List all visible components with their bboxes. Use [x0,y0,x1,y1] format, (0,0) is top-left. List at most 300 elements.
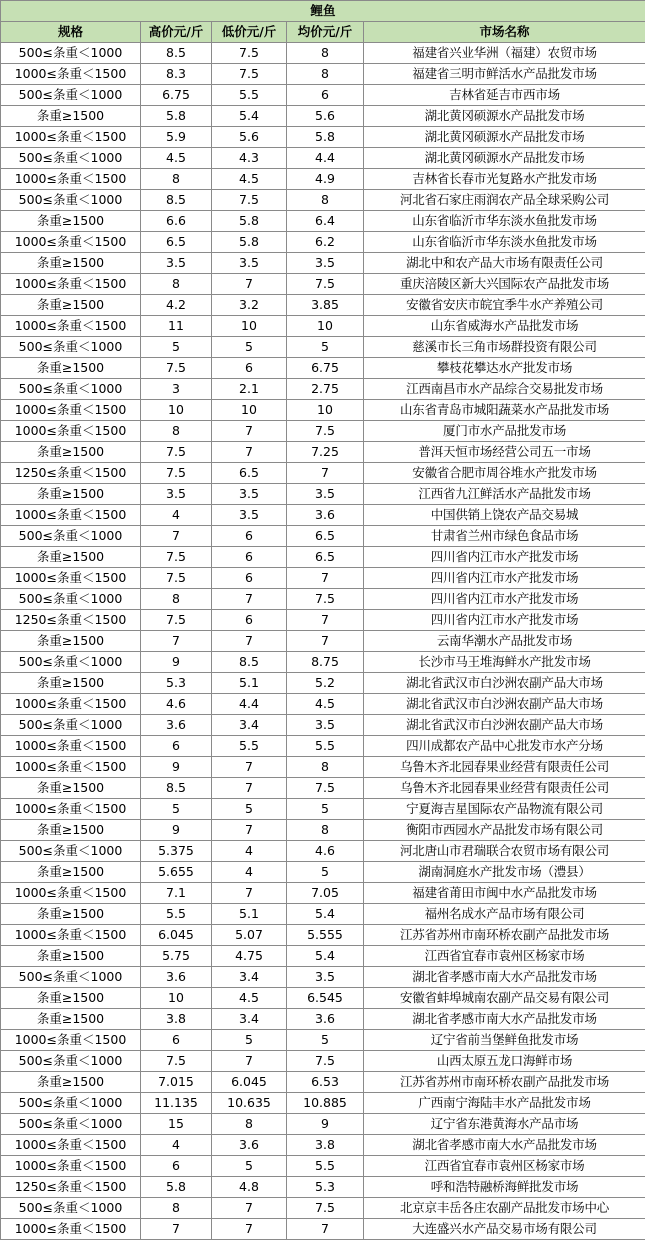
market-name-cell: 衡阳市西园水产品批发市场有限公司 [364,820,645,841]
table-row [1,85,645,106]
table-row [1,778,645,799]
market-name-cell: 福建省莆田市闽中水产品批发市场 [364,883,645,904]
avg-price-cell: 7.5 [287,1051,364,1072]
low-price-cell: 7 [212,421,287,442]
market-name-cell: 重庆涪陵区新大兴国际农产品批发市场 [364,274,645,295]
spec-cell: 条重≥1500 [1,547,141,568]
low-price-cell: 5.8 [212,211,287,232]
table-row [1,547,645,568]
table-row [1,631,645,652]
high-price-cell: 7 [141,631,212,652]
high-price-cell: 6.5 [141,232,212,253]
high-price-cell: 4 [141,1135,212,1156]
table-row [1,1051,645,1072]
table-row [1,232,645,253]
avg-price-cell: 8 [287,757,364,778]
low-price-cell: 5.8 [212,232,287,253]
market-name-cell: 北京京丰岳各庄农副产品批发市场中心 [364,1198,645,1219]
spec-cell: 1000≤条重＜1500 [1,169,141,190]
market-name-cell: 山东省青岛市城阳蔬菜水产品批发市场 [364,400,645,421]
high-price-cell: 8 [141,1198,212,1219]
table-row [1,253,645,274]
market-name-cell: 吉林省长春市光复路水产批发市场 [364,169,645,190]
low-price-cell: 5.6 [212,127,287,148]
low-price-cell: 4.3 [212,148,287,169]
avg-price-cell: 8 [287,43,364,64]
table-row [1,841,645,862]
avg-price-cell: 6.5 [287,547,364,568]
spec-cell: 1000≤条重＜1500 [1,1135,141,1156]
market-name-cell: 湖北省孝感市南大水产品批发市场 [364,967,645,988]
spec-cell: 500≤条重＜1000 [1,1198,141,1219]
table-row [1,862,645,883]
low-price-cell: 6 [212,547,287,568]
spec-cell: 1250≤条重＜1500 [1,463,141,484]
low-price-cell: 7 [212,883,287,904]
market-name-cell: 四川省内江市水产批发市场 [364,568,645,589]
table-row [1,904,645,925]
high-price-cell: 8 [141,421,212,442]
spec-cell: 500≤条重＜1000 [1,148,141,169]
spec-cell: 1000≤条重＜1500 [1,400,141,421]
market-name-cell: 湖南洞庭水产批发市场（澧县） [364,862,645,883]
low-price-cell: 10 [212,316,287,337]
low-price-cell: 3.5 [212,253,287,274]
spec-cell: 1000≤条重＜1500 [1,1219,141,1240]
low-price-cell: 3.5 [212,505,287,526]
low-price-cell: 8.5 [212,652,287,673]
avg-price-cell: 5.5 [287,736,364,757]
avg-price-cell: 9 [287,1114,364,1135]
market-name-cell: 四川省内江市水产批发市场 [364,589,645,610]
low-price-cell: 6 [212,358,287,379]
spec-cell: 1000≤条重＜1500 [1,757,141,778]
avg-price-cell: 10 [287,316,364,337]
low-price-cell: 6 [212,526,287,547]
market-name-cell: 江苏省苏州市南环桥农副产品批发市场 [364,1072,645,1093]
low-price-cell: 6.5 [212,463,287,484]
header-row [1,22,645,43]
low-price-cell: 3.4 [212,967,287,988]
market-name-cell: 四川成都农产品中心批发市水产分场 [364,736,645,757]
title-row [1,1,645,22]
low-price-cell: 5.4 [212,106,287,127]
high-price-cell: 3 [141,379,212,400]
low-price-cell: 8 [212,1114,287,1135]
table-row [1,295,645,316]
high-price-cell: 7.5 [141,547,212,568]
high-price-cell: 5.8 [141,1177,212,1198]
avg-price-cell: 3.8 [287,1135,364,1156]
low-price-cell: 7.5 [212,43,287,64]
avg-price-cell: 6.545 [287,988,364,1009]
high-price-cell: 3.5 [141,253,212,274]
table-row [1,64,645,85]
avg-price-cell: 6.53 [287,1072,364,1093]
table-row [1,715,645,736]
spec-cell: 500≤条重＜1000 [1,652,141,673]
spec-cell: 条重≥1500 [1,358,141,379]
spec-cell: 条重≥1500 [1,673,141,694]
spec-cell: 1000≤条重＜1500 [1,232,141,253]
market-name-cell: 四川省内江市水产批发市场 [364,547,645,568]
avg-price-cell: 7.05 [287,883,364,904]
avg-price-cell: 5.6 [287,106,364,127]
avg-price-cell: 6.4 [287,211,364,232]
high-price-cell: 10 [141,988,212,1009]
table-row [1,211,645,232]
high-price-cell: 15 [141,1114,212,1135]
avg-price-cell: 3.5 [287,484,364,505]
low-price-cell: 7 [212,274,287,295]
high-price-cell: 5.5 [141,904,212,925]
spec-cell: 1000≤条重＜1500 [1,127,141,148]
high-price-cell: 8.5 [141,778,212,799]
high-price-cell: 4.6 [141,694,212,715]
spec-cell: 500≤条重＜1000 [1,1051,141,1072]
high-price-cell: 8.3 [141,64,212,85]
table-row [1,379,645,400]
market-name-cell: 江苏省苏州市南环桥农副产品批发市场 [364,925,645,946]
spec-cell: 500≤条重＜1000 [1,43,141,64]
avg-price-cell: 7.5 [287,274,364,295]
table-row [1,589,645,610]
low-price-cell: 4 [212,841,287,862]
spec-cell: 1000≤条重＜1500 [1,64,141,85]
low-price-cell: 7 [212,757,287,778]
avg-price-cell: 8.75 [287,652,364,673]
table-title: 鲤鱼 [1,1,645,22]
market-name-cell: 乌鲁木齐北园春果业经营有限责任公司 [364,757,645,778]
table-row [1,1219,645,1240]
market-name-cell: 江西省九江鲜活水产品批发市场 [364,484,645,505]
header-market-name: 市场名称 [364,22,645,43]
spec-cell: 500≤条重＜1000 [1,1114,141,1135]
high-price-cell: 7.1 [141,883,212,904]
market-name-cell: 甘肃省兰州市绿色食品市场 [364,526,645,547]
avg-price-cell: 5.2 [287,673,364,694]
low-price-cell: 3.4 [212,715,287,736]
low-price-cell: 5 [212,337,287,358]
market-name-cell: 中国供销上饶农产品交易城 [364,505,645,526]
market-name-cell: 安徽省安庆市皖宜季牛水产养殖公司 [364,295,645,316]
low-price-cell: 5.07 [212,925,287,946]
avg-price-cell: 5 [287,799,364,820]
table-row [1,1135,645,1156]
high-price-cell: 5.375 [141,841,212,862]
avg-price-cell: 3.85 [287,295,364,316]
market-name-cell: 安徽省蚌埠城南农副产品交易有限公司 [364,988,645,1009]
market-name-cell: 湖北省孝感市南大水产品批发市场 [364,1009,645,1030]
spec-cell: 条重≥1500 [1,778,141,799]
high-price-cell: 5.75 [141,946,212,967]
spec-cell: 条重≥1500 [1,988,141,1009]
market-name-cell: 湖北省孝感市南大水产品批发市场 [364,1135,645,1156]
spec-cell: 500≤条重＜1000 [1,967,141,988]
table-row [1,169,645,190]
avg-price-cell: 8 [287,820,364,841]
spec-cell: 条重≥1500 [1,295,141,316]
table-row [1,1177,645,1198]
high-price-cell: 8.5 [141,190,212,211]
low-price-cell: 7 [212,631,287,652]
market-name-cell: 湖北黄冈硕源水产品批发市场 [364,127,645,148]
low-price-cell: 7 [212,1198,287,1219]
spec-cell: 条重≥1500 [1,631,141,652]
low-price-cell: 4.75 [212,946,287,967]
market-name-cell: 江西省宜春市袁州区杨家市场 [364,1156,645,1177]
avg-price-cell: 4.9 [287,169,364,190]
market-name-cell: 山西太原五龙口海鲜市场 [364,1051,645,1072]
market-name-cell: 江西南昌市水产品综合交易批发市场 [364,379,645,400]
market-name-cell: 四川省内江市水产批发市场 [364,610,645,631]
low-price-cell: 7 [212,442,287,463]
market-name-cell: 湖北省武汉市白沙洲农副产品大市场 [364,694,645,715]
avg-price-cell: 7 [287,610,364,631]
avg-price-cell: 7 [287,1219,364,1240]
low-price-cell: 3.2 [212,295,287,316]
market-name-cell: 山东省威海水产品批发市场 [364,316,645,337]
market-name-cell: 安徽省合肥市周谷堆水产批发市场 [364,463,645,484]
avg-price-cell: 5.3 [287,1177,364,1198]
spec-cell: 条重≥1500 [1,946,141,967]
low-price-cell: 4.5 [212,169,287,190]
market-name-cell: 福州名成水产品市场有限公司 [364,904,645,925]
avg-price-cell: 6 [287,85,364,106]
spec-cell: 1000≤条重＜1500 [1,505,141,526]
low-price-cell: 6.045 [212,1072,287,1093]
table-row [1,505,645,526]
high-price-cell: 3.8 [141,1009,212,1030]
high-price-cell: 8 [141,274,212,295]
high-price-cell: 6.6 [141,211,212,232]
low-price-cell: 6 [212,568,287,589]
high-price-cell: 5.655 [141,862,212,883]
spec-cell: 条重≥1500 [1,862,141,883]
low-price-cell: 5 [212,1156,287,1177]
avg-price-cell: 5 [287,337,364,358]
spec-cell: 500≤条重＜1000 [1,337,141,358]
spec-cell: 条重≥1500 [1,820,141,841]
low-price-cell: 7.5 [212,64,287,85]
low-price-cell: 7 [212,820,287,841]
low-price-cell: 3.5 [212,484,287,505]
spec-cell: 1000≤条重＜1500 [1,694,141,715]
table-row [1,442,645,463]
avg-price-cell: 3.5 [287,967,364,988]
market-name-cell: 山东省临沂市华东淡水鱼批发市场 [364,232,645,253]
table-row [1,652,645,673]
low-price-cell: 5 [212,1030,287,1051]
high-price-cell: 7.5 [141,463,212,484]
header-high-price: 高价元/斤 [141,22,212,43]
table-row [1,43,645,64]
avg-price-cell: 5 [287,1030,364,1051]
market-name-cell: 江西省宜春市袁州区杨家市场 [364,946,645,967]
avg-price-cell: 7.5 [287,778,364,799]
market-name-cell: 普洱天恒市场经营公司五一市场 [364,442,645,463]
avg-price-cell: 5 [287,862,364,883]
high-price-cell: 11 [141,316,212,337]
spec-cell: 500≤条重＜1000 [1,190,141,211]
spec-cell: 500≤条重＜1000 [1,1093,141,1114]
table-row [1,946,645,967]
avg-price-cell: 7.5 [287,421,364,442]
spec-cell: 条重≥1500 [1,442,141,463]
spec-cell: 1000≤条重＜1500 [1,274,141,295]
market-name-cell: 河北省石家庄雨润农产品全球采购公司 [364,190,645,211]
low-price-cell: 3.4 [212,1009,287,1030]
spec-cell: 500≤条重＜1000 [1,715,141,736]
low-price-cell: 4 [212,862,287,883]
table-row [1,883,645,904]
low-price-cell: 5 [212,799,287,820]
low-price-cell: 5.1 [212,904,287,925]
high-price-cell: 7.5 [141,610,212,631]
high-price-cell: 6 [141,736,212,757]
low-price-cell: 5.1 [212,673,287,694]
spec-cell: 1000≤条重＜1500 [1,736,141,757]
high-price-cell: 7.015 [141,1072,212,1093]
high-price-cell: 9 [141,757,212,778]
avg-price-cell: 7 [287,463,364,484]
table-row [1,1198,645,1219]
low-price-cell: 10.635 [212,1093,287,1114]
avg-price-cell: 10 [287,400,364,421]
avg-price-cell: 3.6 [287,505,364,526]
spec-cell: 条重≥1500 [1,253,141,274]
avg-price-cell: 7.5 [287,1198,364,1219]
table-row [1,190,645,211]
spec-cell: 500≤条重＜1000 [1,379,141,400]
low-price-cell: 2.1 [212,379,287,400]
avg-price-cell: 6.2 [287,232,364,253]
market-name-cell: 宁夏海吉星国际农产品物流有限公司 [364,799,645,820]
avg-price-cell: 5.8 [287,127,364,148]
table-row [1,925,645,946]
table-row [1,463,645,484]
table-row [1,400,645,421]
market-name-cell: 河北唐山市君瑞联合农贸市场有限公司 [364,841,645,862]
low-price-cell: 6 [212,610,287,631]
high-price-cell: 6.75 [141,85,212,106]
market-name-cell: 广西南宁海陆丰水产品批发市场 [364,1093,645,1114]
market-name-cell: 辽宁省前当堡鲜鱼批发市场 [364,1030,645,1051]
high-price-cell: 8.5 [141,43,212,64]
spec-cell: 条重≥1500 [1,904,141,925]
avg-price-cell: 5.555 [287,925,364,946]
table-row [1,1030,645,1051]
table-body [1,43,645,1240]
table-row [1,148,645,169]
high-price-cell: 7.5 [141,358,212,379]
high-price-cell: 9 [141,820,212,841]
table-row [1,694,645,715]
market-name-cell: 吉林省延吉市西市场 [364,85,645,106]
avg-price-cell: 3.5 [287,253,364,274]
avg-price-cell: 5.4 [287,904,364,925]
avg-price-cell: 8 [287,64,364,85]
spec-cell: 1250≤条重＜1500 [1,1177,141,1198]
table-row [1,1093,645,1114]
low-price-cell: 5.5 [212,85,287,106]
high-price-cell: 5.9 [141,127,212,148]
spec-cell: 1000≤条重＜1500 [1,1030,141,1051]
market-name-cell: 福建省兴业华洲（福建）农贸市场 [364,43,645,64]
high-price-cell: 5 [141,799,212,820]
spec-cell: 1000≤条重＜1500 [1,421,141,442]
high-price-cell: 7 [141,526,212,547]
avg-price-cell: 4.4 [287,148,364,169]
table-row [1,337,645,358]
spec-cell: 1000≤条重＜1500 [1,568,141,589]
avg-price-cell: 3.6 [287,1009,364,1030]
low-price-cell: 7 [212,589,287,610]
table-row [1,106,645,127]
header-avg-price: 均价元/斤 [287,22,364,43]
table-row [1,1114,645,1135]
high-price-cell: 3.6 [141,967,212,988]
low-price-cell: 7.5 [212,190,287,211]
avg-price-cell: 6.75 [287,358,364,379]
spec-cell: 1000≤条重＜1500 [1,925,141,946]
table-row [1,316,645,337]
high-price-cell: 11.135 [141,1093,212,1114]
market-name-cell: 辽宁省东港黄海水产品市场 [364,1114,645,1135]
spec-cell: 1000≤条重＜1500 [1,799,141,820]
low-price-cell: 4.4 [212,694,287,715]
high-price-cell: 4.5 [141,148,212,169]
high-price-cell: 8 [141,589,212,610]
avg-price-cell: 7 [287,568,364,589]
high-price-cell: 9 [141,652,212,673]
table-row [1,988,645,1009]
high-price-cell: 4.2 [141,295,212,316]
high-price-cell: 3.5 [141,484,212,505]
table-row [1,484,645,505]
spec-cell: 500≤条重＜1000 [1,841,141,862]
table-row [1,421,645,442]
table-row [1,1009,645,1030]
spec-cell: 500≤条重＜1000 [1,589,141,610]
spec-cell: 1250≤条重＜1500 [1,610,141,631]
spec-cell: 条重≥1500 [1,106,141,127]
market-name-cell: 福建省三明市鲜活水产品批发市场 [364,64,645,85]
header-low-price: 低价元/斤 [212,22,287,43]
table-row [1,568,645,589]
low-price-cell: 7 [212,1051,287,1072]
market-name-cell: 攀枝花攀达水产批发市场 [364,358,645,379]
market-name-cell: 长沙市马王堆海鲜水产批发市场 [364,652,645,673]
spec-cell: 条重≥1500 [1,1009,141,1030]
spec-cell: 500≤条重＜1000 [1,85,141,106]
avg-price-cell: 7 [287,631,364,652]
low-price-cell: 7 [212,1219,287,1240]
spec-cell: 1000≤条重＜1500 [1,883,141,904]
header-spec: 规格 [1,22,141,43]
table-row [1,526,645,547]
high-price-cell: 6 [141,1030,212,1051]
market-name-cell: 大连盛兴水产品交易市场有限公司 [364,1219,645,1240]
table-row [1,127,645,148]
low-price-cell: 5.5 [212,736,287,757]
high-price-cell: 10 [141,400,212,421]
table-row [1,799,645,820]
table-row [1,1072,645,1093]
market-name-cell: 湖北中和农产品大市场有限责任公司 [364,253,645,274]
avg-price-cell: 4.6 [287,841,364,862]
spec-cell: 条重≥1500 [1,1072,141,1093]
